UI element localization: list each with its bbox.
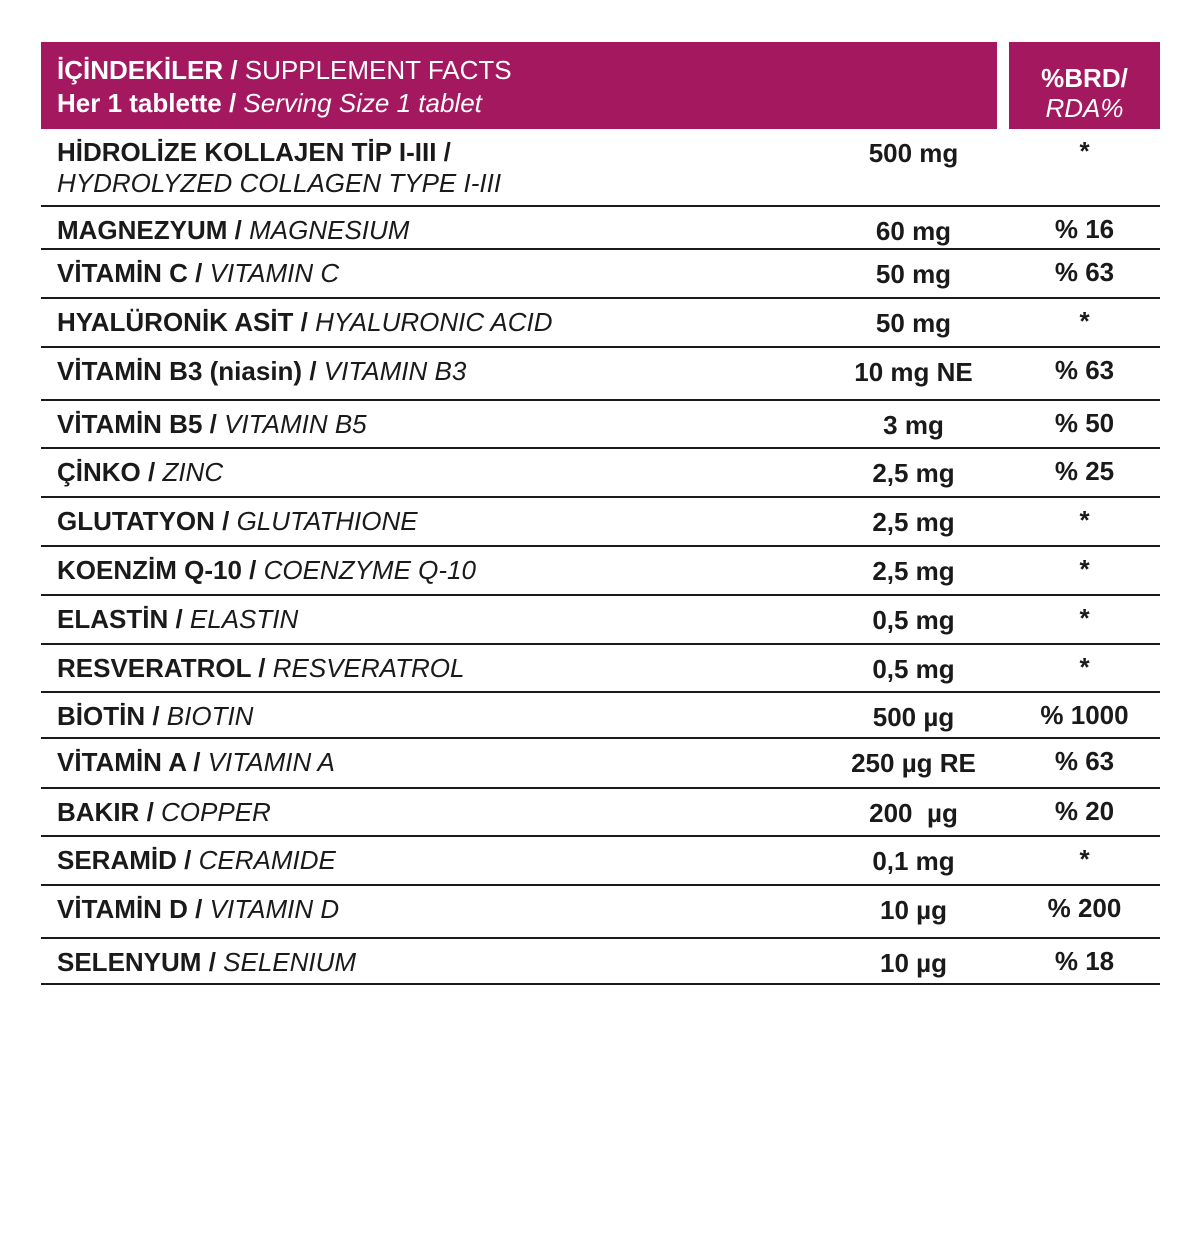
ingredient-name-sep: / — [187, 258, 210, 288]
ingredient-name — [57, 894, 339, 925]
header-rda-block — [1009, 42, 1160, 129]
ingredient-rda: * — [1079, 554, 1090, 584]
ingredient-name-tr: VİTAMİN C — [57, 258, 188, 288]
ingredient-name-sep: / — [436, 137, 451, 167]
ingredient-amount: 250 µg RE — [851, 748, 976, 778]
ingredient-name — [57, 604, 298, 635]
table-row — [41, 401, 1160, 449]
ingredient-amount: 2,5 mg — [872, 507, 955, 537]
header-title-en: SUPPLEMENT FACTS — [244, 55, 512, 85]
header-title-block — [41, 42, 997, 129]
ingredient-name — [57, 797, 271, 828]
table-row — [41, 547, 1160, 596]
ingredient-name-tr: VİTAMİN B5 — [57, 409, 203, 439]
ingredient-name-tr: SELENYUM — [57, 947, 202, 977]
ingredient-name — [57, 506, 418, 537]
ingredient-name — [57, 947, 356, 978]
ingredient-name-tr: VİTAMİN D — [57, 894, 188, 924]
ingredient-rda: * — [1079, 844, 1090, 874]
ingredient-name-en: VITAMIN A — [207, 747, 335, 777]
ingredient-name — [57, 653, 464, 684]
ingredient-rda: * — [1079, 136, 1090, 166]
ingredient-amount: 10 µg — [879, 895, 947, 925]
ingredient-amount: 0,5 mg — [872, 654, 955, 684]
header-serving-sep: / — [221, 88, 244, 118]
ingredient-name-en: VITAMIN B3 — [323, 356, 467, 386]
ingredient-name-tr: GLUTATYON — [57, 506, 215, 536]
ingredient-name — [57, 457, 223, 488]
ingredient-name-sep: / — [186, 747, 208, 777]
ingredient-amount: 3 mg — [883, 410, 944, 440]
table-row — [41, 739, 1160, 789]
ingredient-name-sep: / — [139, 797, 162, 827]
ingredient-name-en: MAGNESIUM — [249, 215, 410, 245]
table-row — [41, 129, 1160, 207]
ingredient-amount: 50 mg — [875, 259, 952, 289]
ingredient-name-en: RESVERATROL — [272, 653, 465, 683]
ingredient-amount: 10 mg NE — [854, 357, 973, 387]
ingredient-rda: % 63 — [1054, 355, 1115, 385]
supplement-facts-panel — [41, 42, 1160, 985]
ingredient-rda: % 63 — [1054, 746, 1115, 776]
ingredient-rda: % 1000 — [1040, 700, 1129, 730]
table-row — [41, 789, 1160, 837]
table-row — [41, 693, 1160, 739]
ingredient-name — [57, 307, 553, 338]
ingredient-rda: % 18 — [1054, 946, 1115, 976]
ingredient-name-sep: / — [201, 947, 224, 977]
header-title-sep: / — [223, 55, 245, 85]
ingredient-rda: % 25 — [1054, 456, 1115, 486]
header-serving-en: Serving Size 1 tablet — [243, 88, 482, 118]
ingredient-name-sep: / — [302, 356, 324, 386]
ingredient-name-sep: / — [187, 894, 210, 924]
ingredient-name — [57, 137, 501, 199]
ingredient-amount: 10 µg — [879, 948, 947, 978]
table-row — [41, 596, 1160, 645]
table-row — [41, 886, 1160, 939]
ingredient-name-en: COPPER — [161, 797, 271, 827]
table-row — [41, 348, 1160, 401]
ingredient-name-tr: KOENZİM Q-10 — [57, 555, 242, 585]
ingredient-name-en: VITAMIN B5 — [224, 409, 367, 439]
ingredient-rda: % 200 — [1047, 893, 1122, 923]
table-row — [41, 939, 1160, 985]
header-title-tr: İÇİNDEKİLER — [57, 55, 224, 85]
ingredient-name-tr: RESVERATROL — [57, 653, 252, 683]
ingredient-name-en: COENZYME Q-10 — [263, 555, 476, 585]
ingredient-rda: * — [1079, 306, 1090, 336]
header-serving-tr: Her 1 tablette — [57, 88, 222, 118]
ingredient-name-tr: BAKIR — [57, 797, 140, 827]
ingredient-name-tr: VİTAMİN A — [57, 747, 187, 777]
ingredient-name — [57, 747, 335, 778]
ingredient-name-sep: / — [227, 215, 250, 245]
header-rda-tr: %BRD/ — [1041, 63, 1128, 93]
ingredient-amount: 2,5 mg — [872, 458, 955, 488]
ingredient-name-en: GLUTATHIONE — [236, 506, 418, 536]
table-row — [41, 837, 1160, 886]
ingredient-name-tr: BİOTİN — [57, 701, 146, 731]
ingredient-amount: 200 µg — [869, 798, 958, 828]
table-row — [41, 207, 1160, 250]
ingredient-rows — [41, 129, 1160, 985]
ingredient-amount: 60 mg — [875, 216, 952, 246]
ingredient-rda: % 63 — [1054, 257, 1115, 287]
table-row — [41, 299, 1160, 348]
ingredient-amount: 50 mg — [875, 308, 952, 338]
ingredient-amount: 2,5 mg — [872, 556, 955, 586]
ingredient-rda: % 16 — [1054, 214, 1115, 244]
header-title-line — [57, 54, 997, 87]
ingredient-name — [57, 215, 409, 246]
ingredient-name-sep: / — [214, 506, 237, 536]
ingredient-name — [57, 701, 253, 732]
ingredient-amount: 0,1 mg — [872, 846, 955, 876]
ingredient-name-en: VITAMIN C — [209, 258, 340, 288]
ingredient-name-tr: HİDROLİZE KOLLAJEN TİP I-III — [57, 137, 437, 167]
ingredient-name — [57, 845, 336, 876]
ingredient-rda: * — [1079, 505, 1090, 535]
ingredient-name — [57, 409, 367, 440]
table-row — [41, 645, 1160, 693]
ingredient-name-en: SELENIUM — [223, 947, 357, 977]
ingredient-amount: 500 mg — [868, 138, 959, 168]
ingredient-name-en: BIOTIN — [166, 701, 254, 731]
ingredient-name-en: HYDROLYZED COLLAGEN TYPE I-III — [57, 168, 502, 198]
ingredient-name-tr: ÇİNKO — [57, 457, 141, 487]
ingredient-name-en: HYALURONIC ACID — [315, 307, 553, 337]
ingredient-name-tr: HYALÜRONİK ASİT — [57, 307, 294, 337]
table-row — [41, 498, 1160, 547]
ingredient-rda: * — [1079, 603, 1090, 633]
table-row — [41, 250, 1160, 299]
ingredient-amount: 500 µg — [872, 702, 955, 732]
ingredient-amount: 0,5 mg — [872, 605, 955, 635]
ingredient-name — [57, 555, 476, 586]
ingredient-name — [57, 258, 339, 289]
ingredient-name-tr: SERAMİD — [57, 845, 177, 875]
ingredient-name-tr: ELASTİN — [57, 604, 169, 634]
ingredient-name-en: ELASTIN — [189, 604, 299, 634]
ingredient-rda: * — [1079, 652, 1090, 682]
ingredient-name-sep: / — [168, 604, 190, 634]
header-serving-line — [57, 87, 997, 120]
ingredient-name-sep: / — [176, 845, 199, 875]
ingredient-name-tr: VİTAMİN B3 (niasin) — [57, 356, 303, 386]
ingredient-name-sep: / — [140, 457, 163, 487]
table-row — [41, 449, 1160, 498]
ingredient-rda: % 50 — [1054, 408, 1115, 438]
ingredient-name-sep: / — [202, 409, 225, 439]
ingredient-name-sep: / — [145, 701, 167, 731]
ingredient-name-sep: / — [241, 555, 264, 585]
ingredient-name — [57, 356, 466, 387]
ingredient-name-en: CERAMIDE — [198, 845, 336, 875]
ingredient-rda: % 20 — [1054, 796, 1115, 826]
table-header — [41, 42, 1160, 129]
header-rda-en: RDA% — [1045, 93, 1124, 123]
ingredient-name-en: VITAMIN D — [209, 894, 340, 924]
ingredient-name-tr: MAGNEZYUM — [57, 215, 228, 245]
ingredient-name-sep: / — [293, 307, 316, 337]
ingredient-name-sep: / — [251, 653, 273, 683]
ingredient-name-en: ZINC — [162, 457, 224, 487]
